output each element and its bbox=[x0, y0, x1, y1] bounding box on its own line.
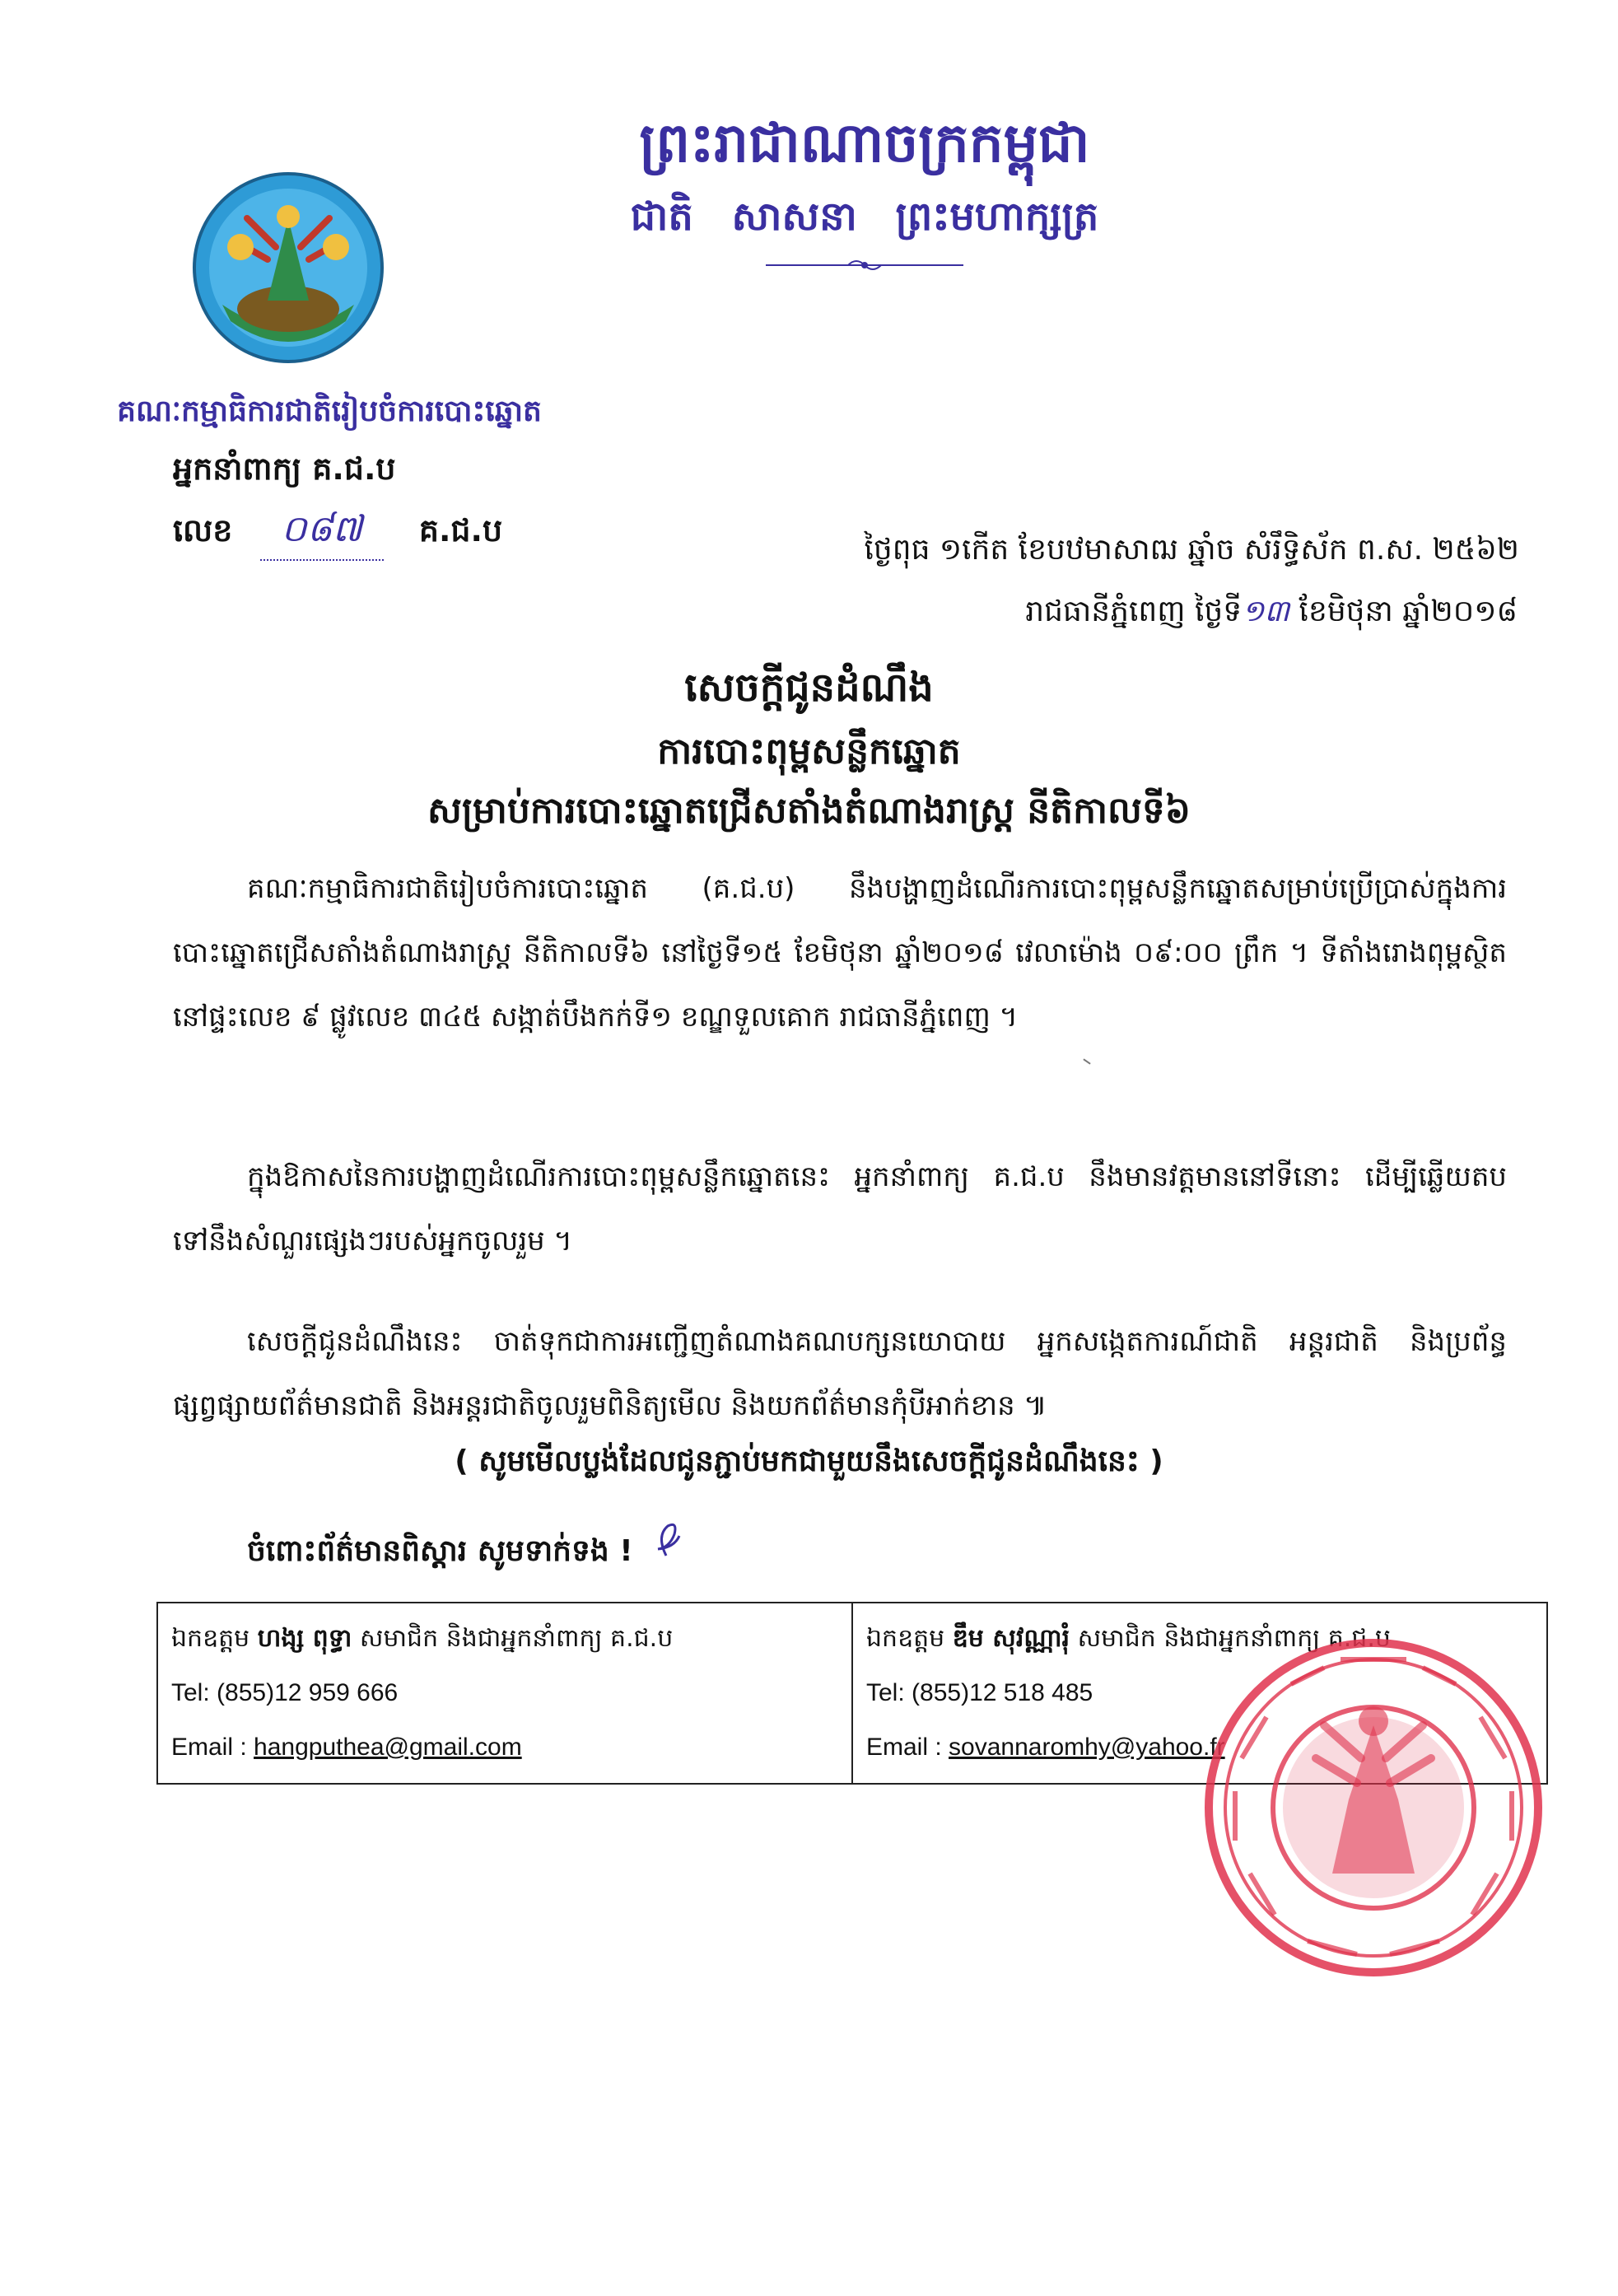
contact-tel: (855)12 959 666 bbox=[217, 1679, 399, 1706]
reference-number: ០៨៧ bbox=[260, 506, 384, 561]
contact-intro bbox=[247, 1519, 683, 1580]
notice-subtitle: ការបោះពុម្ពសន្លឹកឆ្នោត bbox=[657, 730, 961, 772]
contact-card bbox=[157, 1603, 852, 1784]
gregorian-date-suffix: ខែមិថុនា ឆ្នាំ២០១៨ bbox=[1289, 595, 1518, 628]
kingdom-title: ព្រះរាជាណាចក្រកម្ពុជា bbox=[639, 110, 1090, 175]
contact-tel: (855)12 518 485 bbox=[912, 1679, 1093, 1706]
ornament-divider bbox=[766, 255, 963, 278]
notice-subject: សម្រាប់ការបោះឆ្នោតជ្រើសតាំងតំណាងរាស្ត្រ នីតិកាលទី៦ bbox=[427, 790, 1191, 832]
gregorian-day: ១៣ bbox=[1242, 595, 1290, 628]
contact-role: សមាជិក និងជាអ្នកនាំពាក្យ គ.ជ.ប bbox=[1070, 1624, 1391, 1653]
reference-number-line bbox=[173, 506, 502, 561]
contact-email-link[interactable]: hangputhea@gmail.com bbox=[254, 1734, 522, 1761]
reference-label: លេខ bbox=[173, 512, 233, 548]
email-label: Email : bbox=[171, 1734, 254, 1761]
gregorian-date bbox=[1025, 589, 1518, 635]
notice-title: សេចក្ដីជូនដំណឹង bbox=[684, 665, 934, 711]
spokesperson-label: អ្នកនាំពាក្យ គ.ជ.ប bbox=[173, 450, 396, 487]
tel-label: Tel: bbox=[171, 1679, 217, 1706]
organization-name: គណៈកម្មាធិការជាតិរៀបចំការបោះឆ្នោត bbox=[117, 394, 542, 428]
contact-name: ហង្ស ពុទ្ធា bbox=[257, 1624, 352, 1653]
official-seal-stamp bbox=[1201, 1635, 1546, 1984]
contact-tel-line bbox=[171, 1666, 838, 1720]
attachment-note: ( សូមមើលប្លង់ដែលជូនភ្ជាប់មកជាមួយនឹងសេចក្ដីជូនដំណឹងនេះ ) bbox=[455, 1444, 1163, 1478]
contact-honorific: ឯកឧត្ដម bbox=[866, 1624, 953, 1653]
stray-mark bbox=[1083, 1058, 1090, 1064]
email-label: Email : bbox=[866, 1734, 949, 1761]
contact-intro-text: ចំពោះព័ត៌មានពិស្ដារ សូមទាក់ទង ! bbox=[247, 1534, 633, 1568]
body-paragraph-2: ក្នុងឱកាសនៃការបង្ហាញដំណើរការបោះពុម្ពសន្លឹកឆ្នោតនេះ អ្នកនាំពាក្យ គ.ជ.ប នឹងមានវត្តមាននៅទីនោះ ដើម្បីឆ្លើយតបទៅនឹងសំណួរផ្សេងៗរបស់អ្នកចូលរួម ។ bbox=[173, 1160, 1507, 1258]
nec-logo-emblem bbox=[189, 169, 387, 370]
initial-mark-icon bbox=[650, 1534, 683, 1568]
contact-name: ឌឹម សុវណ្ណារុំ bbox=[952, 1624, 1070, 1653]
body-paragraph-1: គណៈកម្មាធិការជាតិរៀបចំការបោះឆ្នោត (គ.ជ.ប) នឹងបង្ហាញដំណើរការបោះពុម្ពសន្លឹកឆ្នោតសម្រាប់ប្រើប្រាស់ក្នុងការបោះឆ្នោតជ្រើសតាំងតំណាងរាស្ត្រ នីតិកាលទី៦ នៅថ្ងៃទី១៥ ខែមិថុនា ឆ្នាំ២០១៨ វេលាម៉ោង ០៩:០០ ព្រឹក ។ ទីតាំងរោងពុម្ពស្ថិតនៅផ្ទះលេខ ៩ ផ្លូវលេខ ៣៤៥ សង្កាត់បឹងកក់ទី១ ខណ្ឌទួលគោក រាជធានីភ្នំពេញ ។ bbox=[173, 872, 1507, 1034]
reference-suffix: គ.ជ.ប bbox=[418, 512, 503, 548]
tel-label: Tel: bbox=[866, 1679, 912, 1706]
gregorian-date-prefix: រាជធានីភ្នំពេញ ថ្ងៃទី bbox=[1025, 595, 1243, 628]
contact-email-link[interactable]: sovannaromhy@yahoo.fr bbox=[949, 1734, 1225, 1761]
body-paragraph-3: សេចក្ដីជូនដំណឹងនេះ ចាត់ទុកជាការអញ្ជើញតំណាងគណបក្សនយោបាយ អ្នកសង្កេតការណ៍ជាតិ អន្តរជាតិ និងប្រព័ន្ធផ្សព្វផ្សាយព័ត៌មានជាតិ និងអន្តរជាតិចូលរួមពិនិត្យមើល និងយកព័ត៌មានកុំបីអាក់ខាន ៕ bbox=[173, 1325, 1507, 1422]
lunar-date: ថ្ងៃពុធ ១កើត ខែបឋមាសាឍ ឆ្នាំច សំរឹទ្ធិស័ក ព.ស. ២៥៦២ bbox=[864, 533, 1519, 567]
contact-email-line bbox=[171, 1720, 838, 1775]
contact-name-line bbox=[171, 1612, 838, 1666]
national-motto: ជាតិ សាសនា ព្រះមហាក្សត្រ bbox=[630, 194, 1099, 240]
contact-role: សមាជិក និងជាអ្នកនាំពាក្យ គ.ជ.ប bbox=[352, 1624, 674, 1653]
contact-honorific: ឯកឧត្ដម bbox=[171, 1624, 258, 1653]
